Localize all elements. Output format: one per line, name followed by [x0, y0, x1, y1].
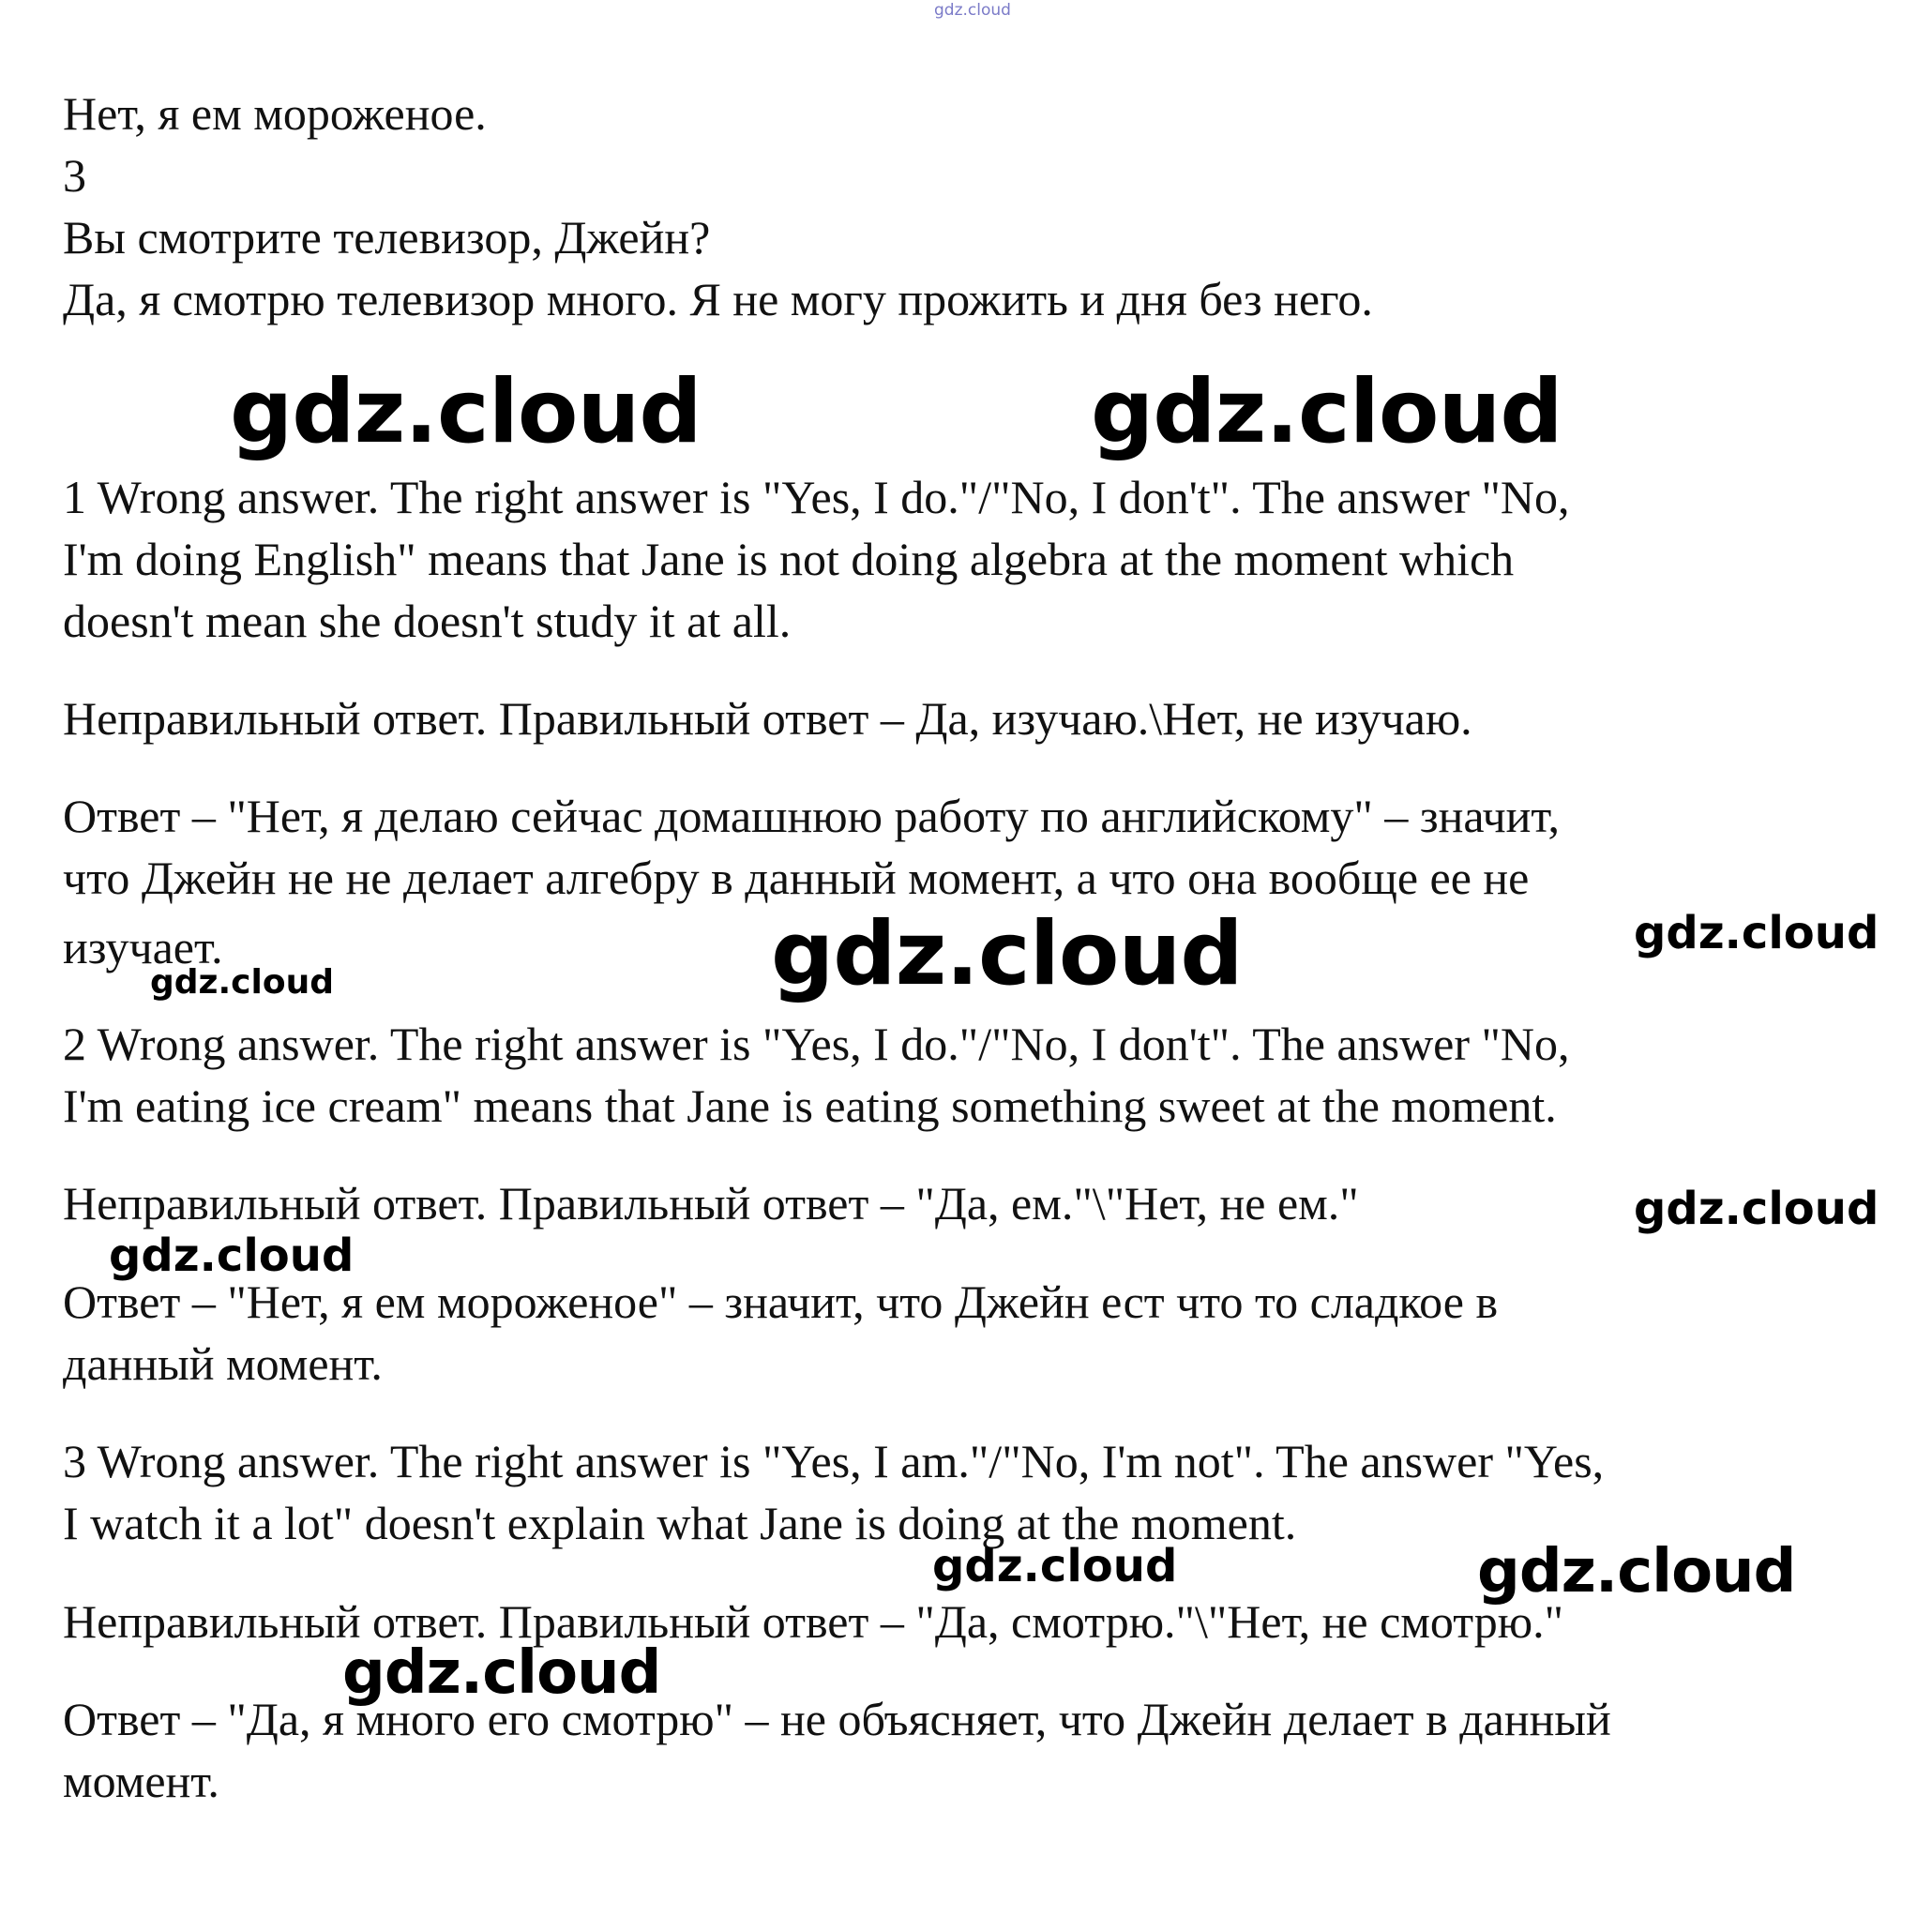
header-watermark: gdz.cloud — [934, 1, 1011, 20]
watermark: gdz.cloud — [771, 903, 1243, 1005]
watermark: gdz.cloud — [342, 1638, 661, 1708]
watermark: gdz.cloud — [1634, 1835, 1818, 1874]
text-line: Ответ – "Нет, я ем мороженое" – значит, что Джейн ест что то сладкое в — [63, 1275, 1499, 1328]
text-line: 2 Wrong answer. The right answer is "Yes, I do."/"No, I don't". The answer "No, — [63, 1018, 1570, 1070]
text-line: I'm doing English" means that Jane is not doing algebra at the moment which — [63, 533, 1515, 585]
watermark: gdz.cloud — [1477, 1537, 1796, 1607]
text-line: 3 — [63, 149, 86, 202]
watermark: gdz.cloud — [230, 361, 702, 463]
text-line: Неправильный ответ. Правильный ответ – Да, изучаю.\Нет, не изучаю. — [63, 692, 1472, 745]
text-line: I'm eating ice cream" means that Jane is eating something sweet at the moment. — [63, 1079, 1557, 1132]
watermark: gdz.cloud — [932, 1540, 1178, 1592]
text-line: момент. — [63, 1755, 219, 1807]
text-line: Да, я смотрю телевизор много. Я не могу прожить и дня без него. — [63, 273, 1373, 325]
text-line: изучает. — [63, 921, 223, 973]
text-line: Ответ – "Да, я много его смотрю" – не объясняет, что Джейн делает в данный — [63, 1693, 1611, 1745]
text-line: Нет, я ем мороженое. — [63, 87, 487, 140]
text-line: что Джейн не не делает алгебру в данный момент, а что она вообще ее не — [63, 852, 1530, 904]
text-line: I watch it a lot" doesn't explain what Jane is doing at the moment. — [63, 1497, 1297, 1549]
text-line: Неправильный ответ. Правильный ответ – "Да, ем."\"Нет, не ем." — [63, 1177, 1359, 1230]
text-line: данный момент. — [63, 1337, 383, 1390]
watermark: gdz.cloud — [150, 963, 334, 1002]
text-line: Ответ – "Нет, я делаю сейчас домашнюю работу по английскому" – значит, — [63, 790, 1561, 842]
text-line: doesn't mean she doesn't study it at all. — [63, 595, 792, 647]
text-line: Неправильный ответ. Правильный ответ – "Да, смотрю."\"Нет, не смотрю." — [63, 1595, 1563, 1648]
watermark: gdz.cloud — [109, 1230, 355, 1282]
text-line: Вы смотрите телевизор, Джейн? — [63, 211, 711, 264]
text-line: 3 Wrong answer. The right answer is "Yes, I am."/"No, I'm not". The answer "Yes, — [63, 1435, 1605, 1487]
text-line: 1 Wrong answer. The right answer is "Yes, I do."/"No, I don't". The answer "No, — [63, 471, 1570, 523]
watermark: gdz.cloud — [1091, 361, 1562, 463]
watermark: gdz.cloud — [1634, 1183, 1879, 1235]
watermark: gdz.cloud — [1634, 907, 1879, 959]
